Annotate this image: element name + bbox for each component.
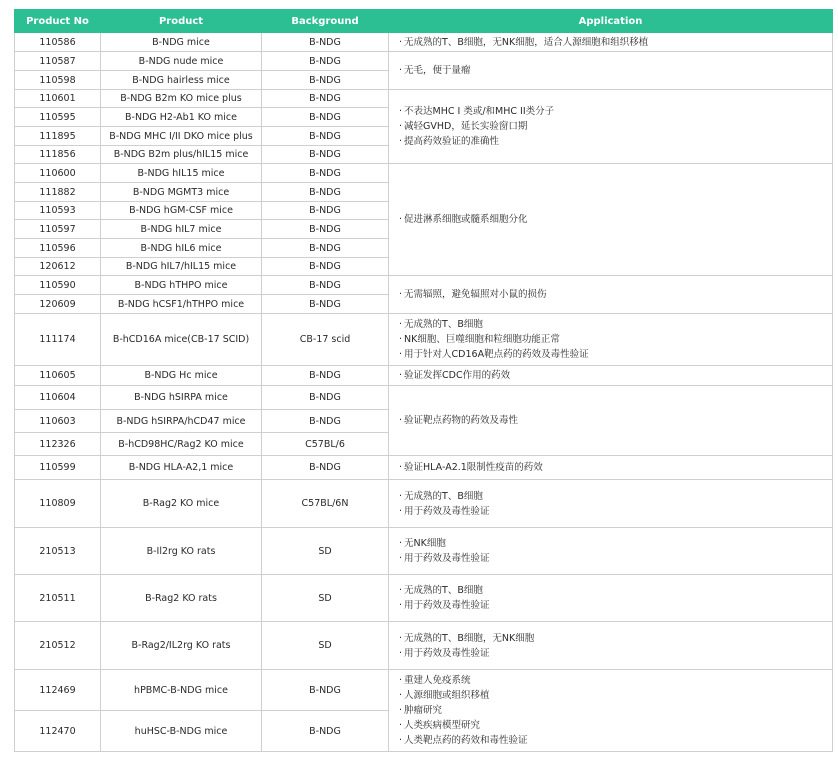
application-line: · 用于针对人CD16A靶点药的药效及毒性验证 (399, 347, 829, 362)
product-no-cell: 110587 (15, 52, 101, 71)
product-cell: B-NDG mice (101, 33, 262, 52)
product-no-cell: 111895 (15, 127, 101, 146)
product-cell: B-NDG hTHPO mice (101, 276, 262, 295)
header-background: Background (262, 10, 389, 33)
background-cell: B-NDG (262, 108, 389, 127)
table-row (15, 622, 833, 670)
application-cell (389, 366, 833, 386)
product-no-cell: 110600 (15, 164, 101, 183)
application-line: · 促进淋系细胞或髓系细胞分化 (399, 212, 829, 227)
product-no-cell: 210512 (15, 622, 101, 670)
product-cell: B-NDG hairless mice (101, 71, 262, 90)
product-no-cell: 112469 (15, 670, 101, 711)
application-line: · 用于药效及毒性验证 (399, 504, 829, 519)
application-line: · 不表达MHC I 类或/和MHC II类分子 (399, 104, 829, 119)
product-no-cell: 110601 (15, 90, 101, 108)
product-cell: B-NDG hCSF1/hTHPO mice (101, 295, 262, 314)
background-cell: B-NDG (262, 295, 389, 314)
application-line: · 人源细胞或组织移植 (399, 688, 829, 703)
background-cell: B-NDG (262, 220, 389, 239)
application-cell (389, 276, 833, 314)
background-cell: C57BL/6 (262, 433, 389, 456)
product-cell: B-NDG hIL7/hIL15 mice (101, 258, 262, 276)
table-row (15, 52, 833, 71)
product-cell: B-NDG hGM-CSF mice (101, 202, 262, 220)
application-line: · 无成熟的T、B细胞，无NK细胞，适合人源细胞和组织移植 (399, 35, 829, 50)
application-line: · 用于药效及毒性验证 (399, 646, 829, 661)
product-no-cell: 110586 (15, 33, 101, 52)
product-no-cell: 110809 (15, 480, 101, 528)
product-no-cell: 210511 (15, 575, 101, 622)
application-line: · 无毛，便于量瘤 (399, 63, 829, 78)
background-cell: CB-17 scid (262, 314, 389, 366)
application-cell (389, 164, 833, 276)
application-cell (389, 386, 833, 456)
product-cell: B-NDG H2-Ab1 KO mice (101, 108, 262, 127)
background-cell: SD (262, 575, 389, 622)
product-no-cell: 110605 (15, 366, 101, 386)
product-cell: B-Rag2 KO mice (101, 480, 262, 528)
application-line: · 验证HLA-A2.1限制性疫苗的药效 (399, 460, 829, 475)
header-product: Product (101, 10, 262, 33)
product-cell: B-NDG nude mice (101, 52, 262, 71)
application-line: · 验证发挥CDC作用的药效 (399, 368, 829, 383)
product-cell: B-hCD98HC/Rag2 KO mice (101, 433, 262, 456)
product-cell: B-NDG hSIRPA mice (101, 386, 262, 410)
application-line: · 提高药效验证的准确性 (399, 134, 829, 149)
product-cell: B-NDG hIL7 mice (101, 220, 262, 239)
product-cell: B-NDG MGMT3 mice (101, 183, 262, 202)
product-cell: B-Rag2/IL2rg KO rats (101, 622, 262, 670)
background-cell: B-NDG (262, 386, 389, 410)
application-cell (389, 622, 833, 670)
application-line: · 无成熟的T、B细胞，无NK细胞 (399, 631, 829, 646)
background-cell: B-NDG (262, 127, 389, 146)
table-row (15, 480, 833, 528)
application-cell (389, 456, 833, 480)
product-cell: B-NDG B2m plus/hIL15 mice (101, 146, 262, 164)
application-line: · 肿瘤研究 (399, 703, 829, 718)
background-cell: B-NDG (262, 33, 389, 52)
table-header-row (15, 10, 833, 33)
product-cell: B-NDG hSIRPA/hCD47 mice (101, 410, 262, 433)
product-cell: huHSC-B-NDG mice (101, 711, 262, 752)
application-line: · 人类靶点药的药效和毒性验证 (399, 733, 829, 748)
product-no-cell: 111856 (15, 146, 101, 164)
application-cell (389, 480, 833, 528)
product-no-cell: 120609 (15, 295, 101, 314)
product-no-cell: 112470 (15, 711, 101, 752)
background-cell: B-NDG (262, 52, 389, 71)
product-no-cell: 110590 (15, 276, 101, 295)
table-row (15, 33, 833, 52)
background-cell: B-NDG (262, 164, 389, 183)
product-cell: B-hCD16A mice(CB-17 SCID) (101, 314, 262, 366)
background-cell: B-NDG (262, 258, 389, 276)
background-cell: B-NDG (262, 410, 389, 433)
background-cell: SD (262, 528, 389, 575)
application-line: · 人类疾病模型研究 (399, 718, 829, 733)
application-line: · 验证靶点药物的药效及毒性 (399, 413, 829, 428)
product-no-cell: 110604 (15, 386, 101, 410)
application-line: · 无需辐照，避免辐照对小鼠的损伤 (399, 287, 829, 302)
background-cell: B-NDG (262, 71, 389, 90)
application-line: · 用于药效及毒性验证 (399, 598, 829, 613)
product-cell: hPBMC-B-NDG mice (101, 670, 262, 711)
background-cell: B-NDG (262, 366, 389, 386)
product-cell: B-NDG B2m KO mice plus (101, 90, 262, 108)
product-cell: B-NDG hIL15 mice (101, 164, 262, 183)
background-cell: B-NDG (262, 183, 389, 202)
product-no-cell: 110599 (15, 456, 101, 480)
table-row (15, 314, 833, 366)
product-cell: B-NDG HLA-A2,1 mice (101, 456, 262, 480)
table-row (15, 276, 833, 295)
table-row (15, 164, 833, 183)
application-line: · 无成熟的T、B细胞 (399, 317, 829, 332)
application-line: · NK细胞、巨噬细胞和粒细胞功能正常 (399, 332, 829, 347)
header-product-no: Product No (15, 10, 101, 33)
application-cell (389, 575, 833, 622)
background-cell: B-NDG (262, 276, 389, 295)
table-row (15, 528, 833, 575)
table-row (15, 366, 833, 386)
application-line: · 无NK细胞 (399, 536, 829, 551)
product-no-cell: 110593 (15, 202, 101, 220)
product-no-cell: 112326 (15, 433, 101, 456)
product-no-cell: 111174 (15, 314, 101, 366)
header-application: Application (389, 10, 833, 33)
application-cell (389, 52, 833, 90)
product-no-cell: 110596 (15, 239, 101, 258)
product-no-cell: 110595 (15, 108, 101, 127)
application-cell (389, 314, 833, 366)
table-row (15, 386, 833, 410)
product-no-cell: 110598 (15, 71, 101, 90)
application-cell (389, 90, 833, 164)
background-cell: B-NDG (262, 90, 389, 108)
background-cell: C57BL/6N (262, 480, 389, 528)
background-cell: SD (262, 622, 389, 670)
table-row (15, 575, 833, 622)
application-line: · 无成熟的T、B细胞 (399, 583, 829, 598)
application-line: · 无成熟的T、B细胞 (399, 489, 829, 504)
product-table (14, 9, 833, 752)
table-body (15, 33, 833, 752)
product-no-cell: 110603 (15, 410, 101, 433)
background-cell: B-NDG (262, 670, 389, 711)
product-cell: B-NDG hIL6 mice (101, 239, 262, 258)
product-cell: B-NDG Hc mice (101, 366, 262, 386)
product-no-cell: 111882 (15, 183, 101, 202)
product-cell: B-NDG MHC I/II DKO mice plus (101, 127, 262, 146)
table-row (15, 670, 833, 711)
application-line: · 减轻GVHD，延长实验窗口期 (399, 119, 829, 134)
application-line: · 用于药效及毒性验证 (399, 551, 829, 566)
product-no-cell: 120612 (15, 258, 101, 276)
background-cell: B-NDG (262, 202, 389, 220)
background-cell: B-NDG (262, 146, 389, 164)
product-cell: B-Rag2 KO rats (101, 575, 262, 622)
application-cell (389, 670, 833, 752)
background-cell: B-NDG (262, 711, 389, 752)
application-cell (389, 33, 833, 52)
background-cell: B-NDG (262, 239, 389, 258)
table-row (15, 456, 833, 480)
application-cell (389, 528, 833, 575)
product-cell: B-Il2rg KO rats (101, 528, 262, 575)
table-row (15, 90, 833, 108)
background-cell: B-NDG (262, 456, 389, 480)
product-no-cell: 110597 (15, 220, 101, 239)
product-no-cell: 210513 (15, 528, 101, 575)
application-line: · 重建人免疫系统 (399, 673, 829, 688)
